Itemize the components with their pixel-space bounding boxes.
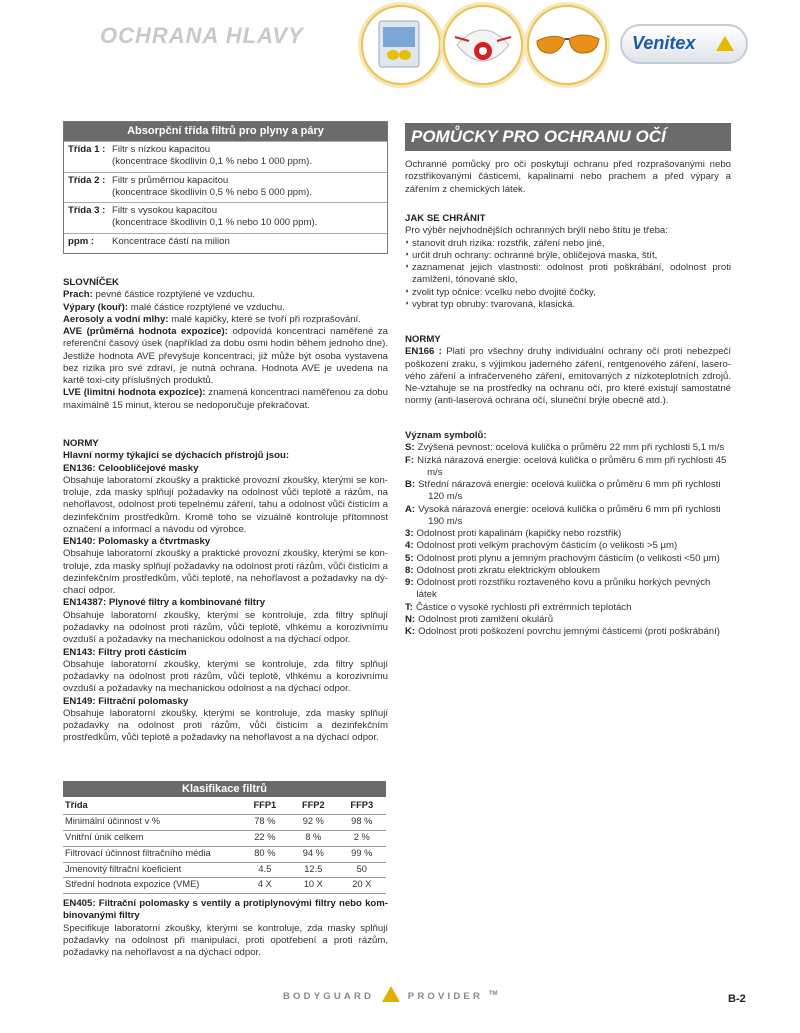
venitex-logo xyxy=(620,24,748,64)
norm-title: EN14387: Plynové filtry a kombinované filtry xyxy=(63,597,266,609)
table-cell: 8 % xyxy=(289,830,337,846)
bullet-icon: ◗ xyxy=(405,238,410,246)
norm-text: Specifikuje laboratorní zkoušky, kterými se kontroluje, zda masky splňují požadavky na odolnost při manipulaci, proti opotřebení a proti rázům, požadavky na nehořlavost a na dýchací odpor. xyxy=(63,922,388,959)
footer-left-text: BODYGUARD xyxy=(283,991,375,1002)
list-item: ◗ určit druh ochrany: ochranné brýle, obličejová maska, štít, xyxy=(405,249,658,261)
glossary-item: Prach: pevné částice rozptýlené ve vzduchu. xyxy=(63,289,255,301)
table-cell: 22 % xyxy=(241,830,289,846)
section-title: OCHRANA HLAVY xyxy=(100,23,304,48)
table-cell: 20 X xyxy=(338,878,386,894)
row-key: Třída 3 : xyxy=(68,205,106,217)
symbol-item: 5: Odolnost proti plynu a jemným prachovým částicím (o velikosti <50 µm) xyxy=(405,552,720,564)
table-row xyxy=(63,830,386,846)
en166-text: EN166 : Platí pro všechny druhy individuální ochrany očí proti nebezpečí poškození zraku, s výjimkou jaderného záření, rentgenového záření, lasero-vého záření a infračerveného záření, emitovaných z nízkoteplotních zdrojů. Ne-vztahuje se na prostředky na ochranu očí, pro které existují samostatné normy (anti-laserová ochrana očí, sluneční brýle obecně atd.). xyxy=(405,346,731,407)
page-number: B-2 xyxy=(728,993,746,1005)
symbol-item: T: Částice o vysoké rychlosti při extrémních teplotách xyxy=(405,601,632,613)
norm-text: Obsahuje laboratorní zkoušky, kterými se kontroluje, zda filtry splňují požadavky na odolnost proti rázům, vůči teplotě, vlhkému a korozivnímu ovzduší a požadavky na mechanickou odolnost a na dýchací odpor. xyxy=(63,658,388,695)
row-value: (koncentrace škodlivin 0,1 % nebo 10 000 ppm). xyxy=(112,217,318,229)
table-cell: Střední hodnota expozice (VME) xyxy=(63,878,241,894)
logo-triangle-icon xyxy=(716,36,734,51)
filter-table-title: Klasifikace filtrů xyxy=(63,781,386,797)
list-item: ◗ zaznamenat jejich vlastnosti: odolnost proti poškrábání, odolnost proti zamlžení, tónované sklo, xyxy=(405,262,731,286)
eye-protection-intro xyxy=(405,159,731,196)
footer-brand xyxy=(283,986,498,1003)
table-cell: 80 % xyxy=(241,846,289,862)
row-key: Třída 1 : xyxy=(68,144,106,155)
table-cell: 4 X xyxy=(241,878,289,894)
respirator-mask-icon xyxy=(445,7,521,83)
glossary-item: Aerosoly a vodní mlhy: malé kapičky, které se tvoří při rozprašování. xyxy=(63,313,361,325)
column-header: Třída xyxy=(65,800,88,810)
symbol-item: 8: Odolnost proti zkratu elektrickým obloukem xyxy=(405,564,600,576)
logo-text: Venitex xyxy=(632,33,696,53)
list-item: ◗ zvolit typ očnice: vcelku nebo dvojité čočky, xyxy=(405,286,596,298)
table-cell: 50 xyxy=(338,862,386,878)
symbol-item: 3: Odolnost proti kapalinám (kapičky nebo rozstřik) xyxy=(405,528,622,540)
norm-title: EN136: Celoobličejové masky xyxy=(63,462,199,474)
footer-right-text: PROVIDER xyxy=(407,991,484,1002)
symbol-item: N: Odolnost proti zamlžení okulárů xyxy=(405,613,554,625)
eye-norms-section xyxy=(405,334,731,408)
respirator-norms-section xyxy=(63,438,388,745)
how-intro: Pro výběr nejvhodnějších ochranných brýlí nebo štítu je třeba: xyxy=(405,225,668,237)
row-value: Koncentrace částí na milion xyxy=(112,235,230,247)
table-row xyxy=(63,814,386,830)
product-image-earplugs xyxy=(361,5,441,85)
bullet-icon: ◗ xyxy=(405,263,410,271)
eye-protection-title: POMŮCKY PRO OCHRANU OČÍ xyxy=(405,123,731,151)
row-value: (koncentrace škodlivin 0,1 % nebo 1 000 ppm). xyxy=(112,156,312,168)
glossary-heading: SLOVNÍČEK xyxy=(63,277,119,288)
row-value: Filtr s průměrnou kapacitou xyxy=(112,174,229,186)
table-cell: 12.5 xyxy=(289,862,337,878)
table-cell: 2 % xyxy=(338,830,386,846)
list-item: ◗ vybrat typ obruby: tvarovaná, klasická. xyxy=(405,298,576,310)
row-key: Třída 2 : xyxy=(68,174,106,186)
product-image-glasses xyxy=(527,5,607,85)
glossary-section xyxy=(63,277,388,412)
glossary-item: LVE (limitní hodnota expozice): znamená koncentraci naměřenou za dobu maximálně 15 minut, kterou se nedoporučuje překračovat. xyxy=(63,387,388,411)
table-cell: Minimální účinnost v % xyxy=(63,814,241,830)
table-row xyxy=(63,846,386,862)
row-value: Filtr s vysokou kapacitou xyxy=(112,205,218,217)
filter-classification-table xyxy=(63,781,386,894)
norms-heading: NORMY xyxy=(405,334,441,345)
how-to-protect-section xyxy=(405,213,731,311)
symbols-heading: Význam symbolů: xyxy=(405,430,487,441)
bullet-icon: ◗ xyxy=(405,287,410,295)
brand-triangle-icon xyxy=(382,986,400,1002)
table-row xyxy=(64,233,387,253)
row-value: (koncentrace škodlivin 0,5 % nebo 5 000 ppm). xyxy=(112,186,312,198)
absorption-class-table xyxy=(63,121,388,254)
table-cell: 4.5 xyxy=(241,862,289,878)
norm-text: Obsahuje laboratorní zkoušky, kterými se kontroluje, zda filtry splňují požadavky na odolnost proti rázům, vůči teplotě, vlhkému a korozivnímu ovzduší a požadavky na mechanickou odolnost a na dýchací odpor. xyxy=(63,609,388,646)
symbol-item: K: Odolnost proti poškození povrchu jemnými částicemi (proti poškrábání) xyxy=(405,626,720,638)
column-header: FFP1 xyxy=(253,800,277,810)
symbols-section xyxy=(405,430,731,639)
table-row xyxy=(63,878,386,894)
table-cell: Jmenovitý filtrační koeficient xyxy=(63,862,241,878)
how-heading: JAK SE CHRÁNIT xyxy=(405,213,486,224)
table-cell: Filtrovací účinnost filtračního média xyxy=(63,846,241,862)
earplugs-package-icon xyxy=(363,7,439,83)
norm-title: EN143: Filtry proti částicím xyxy=(63,646,187,658)
symbol-item: B: Střední nárazová energie: ocelová kulička o průměru 6 mm při rychlosti 120 m/s xyxy=(405,479,721,503)
absorption-table-title: Absorpční třída filtrů pro plyny a páry xyxy=(64,122,387,141)
table-row xyxy=(63,862,386,878)
symbol-item: F: Nízká nárazová energie: ocelová kulička o průměru 6 mm při rychlosti 45 m/s xyxy=(405,454,727,478)
row-key: ppm : xyxy=(68,235,95,247)
table-cell: Vnitřní únik celkem xyxy=(63,830,241,846)
norms-subheading: Hlavní normy týkající se dýchacích přístrojů jsou: xyxy=(63,450,290,462)
symbol-item: A: Vysoká nárazová energie: ocelová kulička o průměru 6 mm při rychlosti 190 m/s xyxy=(405,503,721,527)
norm-title: EN140: Polomasky a čtvrtmasky xyxy=(63,536,211,548)
norm-title: EN405: Filtrační polomasky s ventily a protiplynovými filtry nebo kom-binovanými filtry xyxy=(63,898,388,922)
table-row xyxy=(64,202,387,233)
bullet-icon: ◗ xyxy=(405,299,410,307)
safety-glasses-icon xyxy=(529,7,605,83)
norm-text: Obsahuje laboratorní zkoušky a praktické provozní zkoušky, kterými se kon-troluje, zda masky splňují požadavky na odolnost vůči teplotě a rázům, na nehořlavost, odolnost proti tepelnému záření, tahu a odolnost vůči čisticím a dezinfekčním prostředkům. Kromě toho se vizuálně kontroluje přítomnost označení a informací a návodu od výrobce. xyxy=(63,474,388,535)
symbol-item: S: Zvýšená pevnost: ocelová kulička o průměru 22 mm při rychlosti 5,1 m/s xyxy=(405,442,725,454)
column-header: FFP2 xyxy=(301,800,325,810)
table-cell: 99 % xyxy=(338,846,386,862)
glossary-item: Výpary (kouř): malé částice rozptýlené ve vzduchu. xyxy=(63,301,285,313)
product-image-mask xyxy=(443,5,523,85)
en405-section xyxy=(63,898,388,959)
norm-text: Obsahuje laboratorní zkoušky a praktické provozní zkoušky, kterými se kon-troluje, zda masky splňují požadavky na odolnost proti rázům, vůči čisticím a dezinfekčním prostředkům, vůči teplotě, na nehořlavost a požadavky na dý-chací odpor. xyxy=(63,548,388,597)
intro-text: Ochranné pomůcky pro oči poskytují ochranu před rozprašovanými nebo rozstřikovanými částicemi, kapalinami nebo prachem a před výpary a zářením z chemických látek. xyxy=(405,159,731,195)
trademark: TM xyxy=(488,990,498,997)
table-cell: 10 X xyxy=(289,878,337,894)
norms-heading: NORMY xyxy=(63,438,99,449)
bullet-icon: ◗ xyxy=(405,250,410,258)
norm-text: Obsahuje laboratorní zkoušky, kterými se kontroluje, zda masky splňují požadavky na odolnost proti rázům, vůči čisticím a dezinfekčním prostředkům, vůči teplotě a požadavky na nehořlavost a na dýchací odpor. xyxy=(63,707,388,744)
table-cell: 98 % xyxy=(338,814,386,830)
table-cell: 78 % xyxy=(241,814,289,830)
table-cell: 92 % xyxy=(289,814,337,830)
row-value: Filtr s nízkou kapacitou xyxy=(112,144,211,155)
symbol-item: 9: Odolnost proti rozstřiku roztaveného kovu a průniku horkých pevných látek xyxy=(405,577,711,601)
glossary-item: AVE (průměrná hodnota expozice): odpovídá koncentraci naměřené za referenční časový úsek (například za dobu osmi hodin během jednoho dne). Jestliže hodnota AVE převyšuje koncentraci, již může být osoba vystavena bez rizika pro své zdraví, je nutná ochrana. Hodnota AVE je uvedena na kartě toxi-city příslušných produktů. xyxy=(63,326,389,387)
column-header: FFP3 xyxy=(350,800,374,810)
table-row xyxy=(64,172,387,203)
list-item: ◗ stanovit druh rizika: rozstřik, záření nebo jiné, xyxy=(405,237,605,249)
table-row xyxy=(64,141,387,172)
table-cell: 94 % xyxy=(289,846,337,862)
norm-title: EN149: Filtrační polomasky xyxy=(63,695,189,707)
symbol-item: 4: Odolnost proti velkým prachovým částicím (o velikosti >5 µm) xyxy=(405,540,678,552)
table-header-row xyxy=(63,797,386,814)
